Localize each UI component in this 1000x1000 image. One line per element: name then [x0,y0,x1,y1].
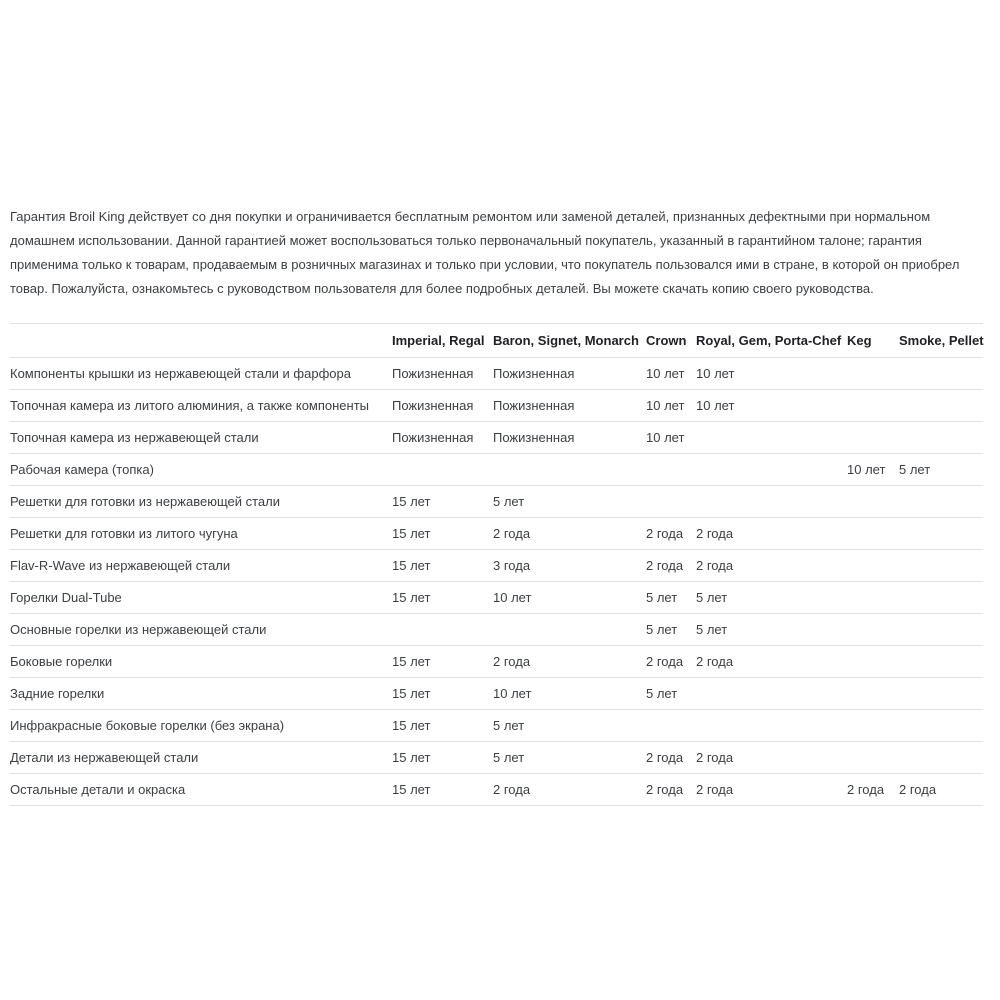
warranty-cell [847,422,899,454]
warranty-cell: 2 года [696,782,734,797]
table-row [10,422,983,454]
warranty-cell: 2 года [646,654,684,669]
warranty-cell [899,422,983,454]
warranty-cell [847,742,899,774]
warranty-cell [847,518,899,550]
warranty-cell: 2 года [493,654,531,669]
warranty-cell [899,486,983,518]
warranty-cell [847,678,899,710]
column-header: Smoke, Pellet [899,333,984,348]
table-row [10,486,983,518]
intro-line: применима только к товарам, продаваемым в розничных магазинах и только при условии, что покупатель пользовался ими в стране, в которой он приобрел [10,257,960,272]
warranty-cell [646,710,696,742]
warranty-cell: 2 года [493,782,531,797]
row-label: Компоненты крышки из нержавеющей стали и фарфора [10,366,351,381]
column-header: Crown [646,333,687,348]
warranty-cell: 15 лет [392,558,431,573]
table-row [10,678,983,710]
row-label: Детали из нержавеющей стали [10,750,199,765]
warranty-cell: 15 лет [392,590,431,605]
table-row [10,454,983,486]
warranty-page [0,205,1000,1000]
column-header: Imperial, Regal [392,333,485,348]
warranty-cell [696,678,847,710]
warranty-cell [493,454,646,486]
row-label: Топочная камера из литого алюминия, а также компоненты [10,398,370,413]
warranty-cell [899,358,983,390]
row-label: Решетки для готовки из нержавеющей стали [10,494,280,509]
row-label: Остальные детали и окраска [10,782,186,797]
warranty-cell [847,390,899,422]
warranty-cell: 15 лет [392,750,431,765]
warranty-cell: 10 лет [847,462,886,477]
warranty-cell: 2 года [646,782,684,797]
warranty-cell: 10 лет [646,430,685,445]
column-header: Baron, Signet, Monarch [493,333,639,348]
warranty-cell: 5 лет [493,494,525,509]
warranty-cell: 5 лет [646,622,678,637]
warranty-cell: 2 года [696,750,734,765]
row-label: Инфракрасные боковые горелки (без экрана) [10,718,285,733]
warranty-cell [646,454,696,486]
warranty-cell [696,454,847,486]
warranty-cell: Пожизненная [493,398,575,413]
warranty-cell [899,646,983,678]
warranty-cell: 2 года [646,526,684,541]
row-label: Горелки Dual-Tube [10,590,122,605]
warranty-cell [696,710,847,742]
table-row [10,646,983,678]
warranty-cell: 10 лет [696,398,735,413]
warranty-cell [899,742,983,774]
warranty-cell: 5 лет [493,718,525,733]
warranty-cell: Пожизненная [493,430,575,445]
warranty-cell: Пожизненная [493,366,575,381]
row-label: Основные горелки из нержавеющей стали [10,622,267,637]
row-label: Боковые горелки [10,654,113,669]
table-row [10,550,983,582]
warranty-cell: 2 года [899,782,937,797]
warranty-cell [847,710,899,742]
warranty-cell: 2 года [646,558,684,573]
row-label: Решетки для готовки из литого чугуна [10,526,238,541]
warranty-cell [696,486,847,518]
warranty-intro-paragraph [10,205,1000,301]
warranty-cell [696,422,847,454]
warranty-cell: 5 лет [646,590,678,605]
warranty-cell: 5 лет [899,462,931,477]
column-header: Royal, Gem, Porta-Chef [696,333,842,348]
warranty-cell [847,486,899,518]
warranty-cell: 2 года [646,750,684,765]
row-label: Топочная камера из нержавеющей стали [10,430,259,445]
warranty-cell: Пожизненная [392,366,474,381]
warranty-cell: 2 года [696,558,734,573]
warranty-cell [847,550,899,582]
warranty-cell [847,358,899,390]
warranty-cell: Пожизненная [392,430,474,445]
warranty-cell [899,614,983,646]
warranty-table [10,323,983,806]
table-body [10,358,983,806]
warranty-cell [847,582,899,614]
warranty-cell: 3 года [493,558,531,573]
warranty-cell [646,486,696,518]
warranty-cell: 15 лет [392,718,431,733]
warranty-cell: 5 лет [646,686,678,701]
column-header: Keg [847,333,872,348]
table-row [10,710,983,742]
row-label: Рабочая камера (топка) [10,462,154,477]
column-header-empty [10,324,392,358]
warranty-cell [899,390,983,422]
warranty-cell [899,518,983,550]
warranty-cell: 5 лет [493,750,525,765]
warranty-cell [392,454,493,486]
table-row [10,390,983,422]
warranty-cell [847,646,899,678]
warranty-cell: 15 лет [392,686,431,701]
table-row [10,518,983,550]
row-label: Задние горелки [10,686,105,701]
warranty-cell: 15 лет [392,526,431,541]
warranty-cell [392,614,493,646]
warranty-cell [493,614,646,646]
warranty-cell [847,614,899,646]
warranty-cell: 2 года [696,526,734,541]
warranty-cell: 10 лет [696,366,735,381]
intro-line: домашнем использовании. Данной гарантией может воспользоваться только первоначальный покупатель, указанный в гарантийном талоне; гарантия [10,233,922,248]
warranty-cell: Пожизненная [392,398,474,413]
table-row [10,774,983,806]
warranty-cell [899,582,983,614]
warranty-cell: 10 лет [646,398,685,413]
warranty-cell: 10 лет [646,366,685,381]
warranty-cell: 5 лет [696,622,728,637]
warranty-cell: 5 лет [696,590,728,605]
warranty-cell: 2 года [493,526,531,541]
row-label: Flav-R-Wave из нержавеющей стали [10,558,231,573]
intro-line: Гарантия Broil King действует со дня покупки и ограничивается бесплатным ремонтом или заменой деталей, признанных дефектными при нормальном [10,209,931,224]
warranty-cell: 10 лет [493,590,532,605]
warranty-cell: 15 лет [392,782,431,797]
warranty-cell: 2 года [847,782,885,797]
table-header-row [10,324,983,358]
warranty-cell: 2 года [696,654,734,669]
warranty-cell: 15 лет [392,494,431,509]
warranty-cell [899,710,983,742]
warranty-cell [899,550,983,582]
warranty-cell [899,678,983,710]
warranty-cell: 15 лет [392,654,431,669]
table-row [10,582,983,614]
table-row [10,742,983,774]
table-row [10,358,983,390]
table-row [10,614,983,646]
warranty-cell: 10 лет [493,686,532,701]
intro-line: товар. Пожалуйста, ознакомьтесь с руководством пользователя для более подробных деталей. Вы можете скачать копию своего руководства. [10,281,874,296]
